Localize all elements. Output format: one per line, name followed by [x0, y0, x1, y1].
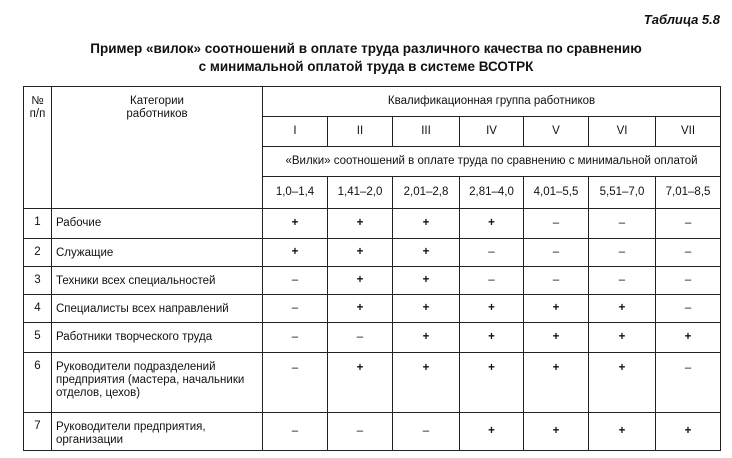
row-mark-group-4: + [460, 295, 524, 323]
header-category-line-1: Категории [130, 95, 184, 107]
header-num-cell [24, 87, 52, 209]
row-mark-group-4: + [460, 209, 524, 239]
header-group-title: Квалификационная группа работников [263, 87, 721, 117]
row-mark-group-1: – [263, 267, 328, 295]
table-row [24, 353, 721, 413]
category-name-line: отделов, цехов) [56, 387, 141, 399]
header-num-line-2: п/п [29, 108, 46, 120]
row-mark-group-1: – [263, 295, 328, 323]
row-mark-group-6: – [589, 239, 656, 267]
row-mark-group-5: + [524, 323, 589, 353]
header-range-7: 7,01–8,5 [656, 177, 721, 209]
row-number: 7 [24, 413, 52, 451]
row-mark-group-4: + [460, 413, 524, 451]
table-row [24, 239, 721, 267]
row-number: 6 [24, 353, 52, 413]
row-mark-group-7: – [656, 239, 721, 267]
row-number: 3 [24, 267, 52, 295]
row-category-name [52, 353, 263, 413]
row-mark-group-2: + [328, 239, 393, 267]
row-mark-group-7: + [656, 413, 721, 451]
row-mark-group-3: + [393, 353, 460, 413]
category-name-line: Специалисты всех направлений [56, 303, 229, 315]
row-mark-group-2: + [328, 267, 393, 295]
table-row [24, 295, 721, 323]
row-mark-group-5: – [524, 209, 589, 239]
table-row [24, 413, 721, 451]
row-mark-group-2: + [328, 209, 393, 239]
row-mark-group-5: – [524, 239, 589, 267]
row-mark-group-4: – [460, 267, 524, 295]
row-mark-group-3: + [393, 209, 460, 239]
row-mark-group-7: – [656, 295, 721, 323]
row-mark-group-5: + [524, 413, 589, 451]
row-mark-group-5: + [524, 295, 589, 323]
row-number: 2 [24, 239, 52, 267]
header-group-1: I [263, 117, 328, 147]
row-mark-group-3: + [393, 295, 460, 323]
header-range-2: 1,41–2,0 [328, 177, 393, 209]
table-row [24, 209, 721, 239]
row-number: 4 [24, 295, 52, 323]
row-mark-group-6: + [589, 323, 656, 353]
header-group-3: III [393, 117, 460, 147]
row-category-name [52, 413, 263, 451]
caption-line-1: Пример «вилок» соотношений в оплате труда различного качества по сравнению [90, 41, 642, 56]
row-mark-group-4: + [460, 323, 524, 353]
row-mark-group-4: + [460, 353, 524, 413]
row-mark-group-1: + [263, 209, 328, 239]
row-mark-group-6: + [589, 353, 656, 413]
row-mark-group-6: + [589, 413, 656, 451]
category-name-line: предприятия (мастера, начальники [56, 374, 245, 386]
row-mark-group-7: + [656, 323, 721, 353]
row-mark-group-1: – [263, 323, 328, 353]
row-mark-group-7: – [656, 267, 721, 295]
row-category-name [52, 239, 263, 267]
category-name-line: Руководители предприятия, [56, 421, 206, 433]
category-name-line: Рабочие [56, 217, 102, 229]
header-group-7: VII [656, 117, 721, 147]
table-row [24, 267, 721, 295]
row-mark-group-3: + [393, 239, 460, 267]
header-group-5: V [524, 117, 589, 147]
row-mark-group-1: + [263, 239, 328, 267]
row-category-name [52, 295, 263, 323]
header-category-line-2: работников [126, 108, 188, 120]
category-name-line: Руководители подразделений [56, 361, 216, 373]
category-name-line: организации [56, 434, 124, 446]
header-group-2: II [328, 117, 393, 147]
header-range-3: 2,01–2,8 [393, 177, 460, 209]
header-group-4: IV [460, 117, 524, 147]
row-mark-group-1: – [263, 353, 328, 413]
wage-forks-table [23, 86, 721, 451]
row-mark-group-2: + [328, 295, 393, 323]
table-label: Таблица 5.8 [643, 12, 720, 27]
row-category-name [52, 209, 263, 239]
row-mark-group-4: – [460, 239, 524, 267]
category-name-line: Служащие [56, 247, 114, 259]
row-number: 1 [24, 209, 52, 239]
header-range-1: 1,0–1,4 [263, 177, 328, 209]
header-category-cell [52, 87, 263, 209]
row-mark-group-5: + [524, 353, 589, 413]
row-mark-group-6: + [589, 295, 656, 323]
row-mark-group-2: + [328, 353, 393, 413]
row-mark-group-2: – [328, 413, 393, 451]
header-forks-title: «Вилки» соотношений в оплате труда по сравнению с минимальной оплатой [263, 147, 721, 177]
row-number: 5 [24, 323, 52, 353]
header-range-6: 5,51–7,0 [589, 177, 656, 209]
category-name-line: Техники всех специальностей [56, 275, 216, 287]
row-mark-group-3: + [393, 267, 460, 295]
header-num-line-1: № [31, 95, 44, 107]
row-mark-group-7: – [656, 353, 721, 413]
row-mark-group-1: – [263, 413, 328, 451]
header-range-5: 4,01–5,5 [524, 177, 589, 209]
row-mark-group-7: – [656, 209, 721, 239]
table-caption [0, 40, 732, 76]
caption-line-2: с минимальной оплатой труда в системе ВСОТРК [198, 59, 534, 74]
header-range-4: 2,81–4,0 [460, 177, 524, 209]
category-name-line: Работники творческого труда [56, 331, 213, 343]
row-category-name [52, 323, 263, 353]
row-category-name [52, 267, 263, 295]
row-mark-group-6: – [589, 267, 656, 295]
row-mark-group-2: – [328, 323, 393, 353]
table-row [24, 323, 721, 353]
header-group-6: VI [589, 117, 656, 147]
row-mark-group-6: – [589, 209, 656, 239]
row-mark-group-5: – [524, 267, 589, 295]
row-mark-group-3: – [393, 413, 460, 451]
row-mark-group-3: + [393, 323, 460, 353]
